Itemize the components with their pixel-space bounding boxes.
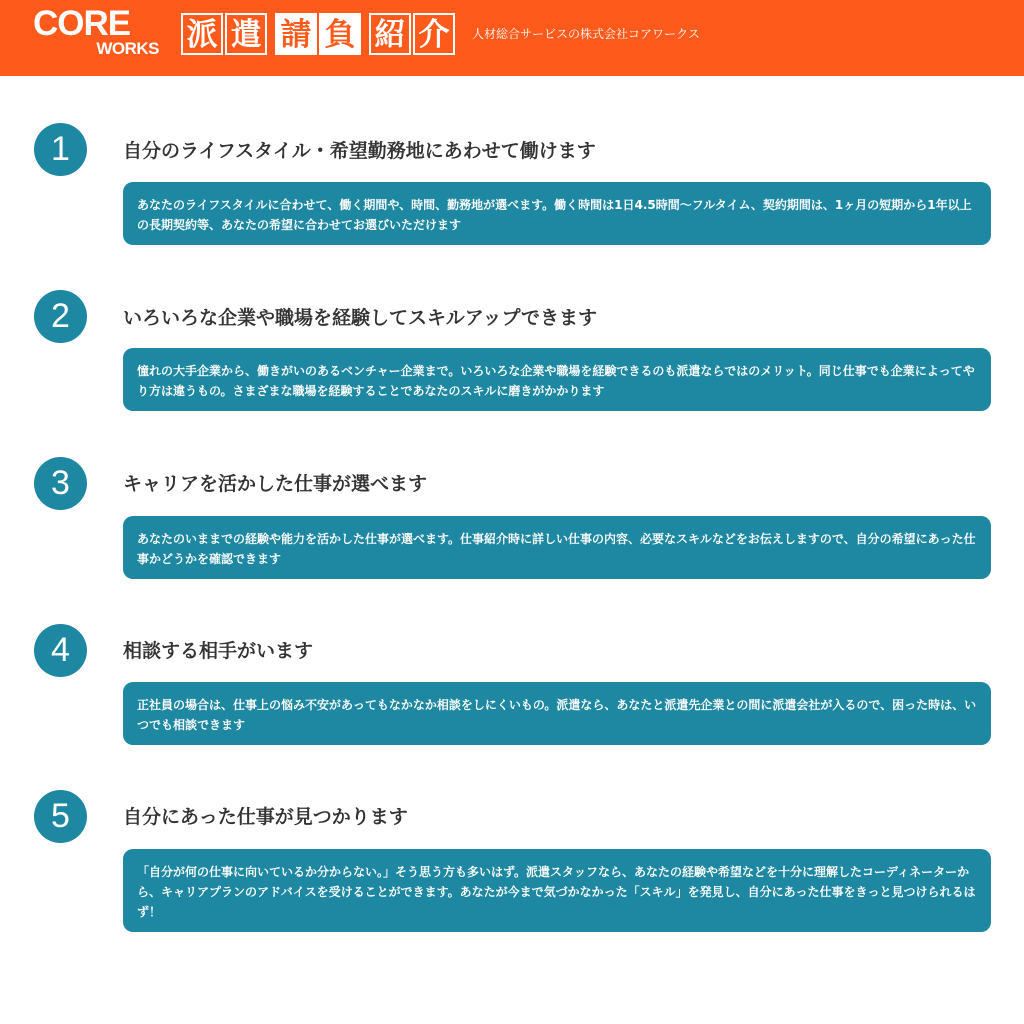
feature-title: 自分のライフスタイル・希望勤務地にあわせて働けます [123, 140, 596, 162]
feature-title: 相談する相手がいます [123, 640, 314, 662]
kanji-haken-2: 遣 [225, 13, 267, 55]
step-number-badge: 4 [34, 624, 87, 677]
logo-core-text: CORE [33, 4, 131, 43]
feature-title: 自分にあった仕事が見つかります [123, 806, 408, 828]
step-number-badge: 2 [34, 290, 87, 343]
feature-title: いろいろな企業や職場を経験してスキルアップできます [123, 307, 598, 329]
feature-description-card: あなたのライフスタイルに合わせて、働く期間や、時間、勤務地が選べます。働く時間は1日4.5時間〜フルタイム、契約期間は、1ヶ月の短期から1年以上の長期契約等、あなたの希望に合わせてお選びいただけます [123, 182, 991, 245]
feature-description-card: 正社員の場合は、仕事上の悩み不安があってもなかなか相談をしにくいもの。派遣なら、あなたと派遣先企業との間に派遣会社が入るので、困った時は、いつでも相談できます [123, 682, 991, 745]
feature-description-card: 「自分が何の仕事に向いているか分からない。」そう思う方も多いはず。派遣スタッフなら、あなたの経験や希望などを十分に理解したコーディネーターから、キャリアプランのアドバイスを受けることができます。あなたが今まで気づかなかった「スキル」を発見し、自分にあった仕事をきっと見つけられるはず！ [123, 849, 991, 932]
core-works-logo[interactable] [33, 6, 161, 62]
feature-description-card: あなたのいままでの経験や能力を活かした仕事が選べます。仕事紹介時に詳しい仕事の内容、必要なスキルなどをお伝えしますので、自分の希望にあった仕事かどうかを確認できます [123, 516, 991, 579]
kanji-shoukai-1: 紹 [369, 13, 411, 55]
company-tagline: 人材総合サービスの株式会社コアワークス [472, 27, 700, 41]
feature-title: キャリアを活かした仕事が選べます [123, 473, 428, 495]
kanji-ukeoi-2: 負 [319, 13, 361, 55]
logo-works-text: WORKS [96, 39, 159, 58]
feature-description-card: 憧れの大手企業から、働きがいのあるベンチャー企業まで。いろいろな企業や職場を経験できるのも派遣ならではのメリット。同じ仕事でも企業によってやり方は違うもの。さまざまな職場を経験することであなたのスキルに磨きがかかります [123, 348, 991, 411]
kanji-ukeoi-1: 請 [275, 13, 317, 55]
step-number-badge: 5 [34, 790, 87, 843]
site-header [0, 0, 1024, 76]
kanji-haken-1: 派 [181, 13, 223, 55]
step-number-badge: 3 [34, 457, 87, 510]
kanji-shoukai-2: 介 [413, 13, 455, 55]
step-number-badge: 1 [34, 123, 87, 176]
